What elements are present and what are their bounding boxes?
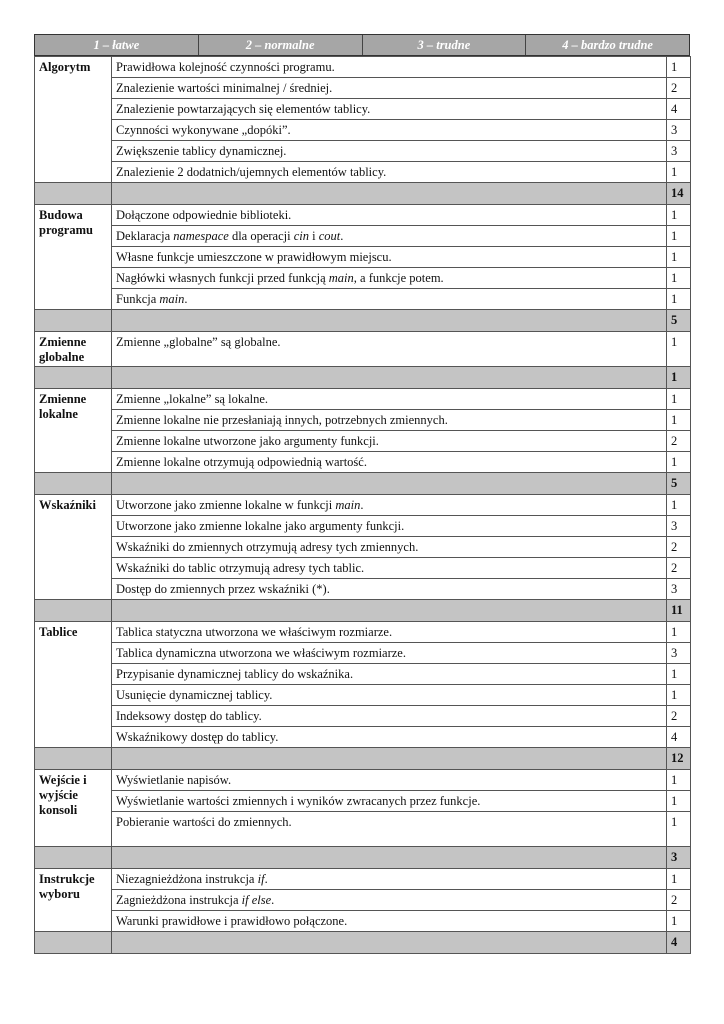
criterion-text: Własne funkcje umieszczone w prawidłowym miejscu. [112,247,667,268]
text-fragment: . [264,871,268,886]
points-value: 1 [667,226,691,247]
criteria-row [35,57,691,78]
criteria-row [35,495,691,516]
criteria-row [35,99,691,120]
criteria-row [35,205,691,226]
empty-cell [35,310,112,332]
empty-cell [112,748,667,770]
points-value: 1 [667,162,691,183]
criterion-text: Zmienne lokalne nie przesłaniają innych, potrzebnych zmiennych. [112,410,667,431]
criteria-row [35,268,691,289]
code-keyword: main [159,291,185,306]
criteria-row [35,812,691,847]
criterion-text: Zwiększenie tablicy dynamicznej. [112,141,667,162]
points-value: 1 [667,452,691,473]
criterion-text: Utworzone jako zmienne lokalne jako argumenty funkcji. [112,516,667,537]
text-fragment: . [340,228,344,243]
text-fragment: Utworzone jako zmienne lokalne w funkcji [116,497,336,512]
criterion-text: Czynności wykonywane „dopóki”. [112,120,667,141]
criterion-text: Znalezienie 2 dodatnich/ujemnych elementów tablicy. [112,162,667,183]
empty-cell [112,932,667,954]
criterion-text [112,289,667,310]
points-value: 1 [667,869,691,890]
points-value: 2 [667,431,691,452]
criteria-row [35,162,691,183]
criterion-text: Dostęp do zmiennych przez wskaźniki (*). [112,579,667,600]
code-keyword: cout [318,228,341,243]
points-value: 2 [667,537,691,558]
category-label: Wskaźniki [35,495,112,600]
empty-cell [35,600,112,622]
points-value: 4 [667,727,691,748]
points-value: 1 [667,911,691,932]
points-value: 1 [667,812,691,847]
code-keyword: if [257,871,265,886]
criteria-row [35,431,691,452]
criterion-text: Znalezienie wartości minimalnej / średniej. [112,78,667,99]
code-keyword: cin [293,228,309,243]
criterion-text: Wskaźnikowy dostęp do tablicy. [112,727,667,748]
criteria-row [35,890,691,911]
empty-cell [35,847,112,869]
criterion-text [112,226,667,247]
code-keyword: main [335,497,361,512]
criteria-row [35,289,691,310]
section-total: 11 [667,600,691,622]
points-value: 1 [667,389,691,410]
empty-cell [35,932,112,954]
criterion-text [112,890,667,911]
criteria-row [35,332,691,367]
criterion-text: Warunki prawidłowe i prawidłowo połączone. [112,911,667,932]
criteria-row [35,247,691,268]
category-label: Budowa programu [35,205,112,310]
section-total-row [35,847,691,869]
points-value: 2 [667,706,691,727]
criterion-text: Przypisanie dynamicznej tablicy do wskaźnika. [112,664,667,685]
code-keyword: namespace [173,228,229,243]
criteria-row [35,452,691,473]
criterion-text: Pobieranie wartości do zmiennych. [112,812,667,847]
points-value: 1 [667,205,691,226]
text-fragment: dla operacji [228,228,294,243]
section-total-row [35,367,691,389]
section-total-row [35,310,691,332]
empty-cell [112,183,667,205]
category-label: Zmienne globalne [35,332,112,367]
category-label: Wejście i wyjście konsoli [35,770,112,847]
points-value: 1 [667,770,691,791]
empty-cell [35,748,112,770]
grading-table [34,56,691,954]
section-total-row [35,600,691,622]
points-value: 3 [667,579,691,600]
criterion-text: Tablica dynamiczna utworzona we właściwym rozmiarze. [112,643,667,664]
legend-easy: 1 – łatwe [93,38,140,52]
points-value: 3 [667,120,691,141]
criterion-text: Wyświetlanie wartości zmiennych i wyników zwracanych przez funkcje. [112,791,667,812]
criterion-text: Indeksowy dostęp do tablicy. [112,706,667,727]
criterion-text: Dołączone odpowiednie biblioteki. [112,205,667,226]
criterion-text: Zmienne „lokalne” są lokalne. [112,389,667,410]
legend-hard: 3 – trudne [362,35,526,55]
criteria-row [35,770,691,791]
category-label: Instrukcje wyboru [35,869,112,932]
section-total: 1 [667,367,691,389]
criterion-text: Wskaźniki do tablic otrzymują adresy tych tablic. [112,558,667,579]
criteria-row [35,869,691,890]
empty-cell [35,473,112,495]
points-value: 1 [667,495,691,516]
criteria-row [35,685,691,706]
criteria-row [35,537,691,558]
criteria-row [35,911,691,932]
criteria-row [35,226,691,247]
legend-normal: 2 – normalne [198,35,362,55]
section-total-row [35,748,691,770]
criteria-row [35,78,691,99]
points-value: 1 [667,289,691,310]
points-value: 1 [667,622,691,643]
criterion-text [112,869,667,890]
criterion-text: Wyświetlanie napisów. [112,770,667,791]
criteria-row [35,622,691,643]
empty-cell [112,600,667,622]
section-total: 5 [667,310,691,332]
section-total: 12 [667,748,691,770]
category-label: Tablice [35,622,112,748]
points-value: 2 [667,890,691,911]
text-fragment: . [360,497,364,512]
criteria-row [35,558,691,579]
criterion-text: Znalezienie powtarzających się elementów tablicy. [112,99,667,120]
criteria-row [35,120,691,141]
section-total-row [35,473,691,495]
points-value: 1 [667,685,691,706]
category-label: Algorytm [35,57,112,183]
criterion-text: Zmienne „globalne” są globalne. [112,332,667,367]
empty-cell [112,310,667,332]
points-value: 1 [667,410,691,431]
empty-cell [112,473,667,495]
points-value: 1 [667,664,691,685]
text-fragment: Nagłówki własnych funkcji przed funkcją [116,270,329,285]
text-fragment: , a funkcje potem. [353,270,444,285]
criteria-row [35,706,691,727]
criteria-row [35,727,691,748]
section-total: 3 [667,847,691,869]
points-value: 1 [667,332,691,367]
empty-cell [35,367,112,389]
criterion-text: Usunięcie dynamicznej tablicy. [112,685,667,706]
text-fragment: Deklaracja [116,228,174,243]
text-fragment: . [271,892,275,907]
empty-cell [112,367,667,389]
criterion-text [112,495,667,516]
text-fragment: Niezagnieżdżona instrukcja [116,871,258,886]
criteria-row [35,389,691,410]
text-fragment: i [309,228,319,243]
criterion-text: Zmienne lokalne utworzone jako argumenty funkcji. [112,431,667,452]
section-total-row [35,183,691,205]
section-total: 14 [667,183,691,205]
empty-cell [35,183,112,205]
points-value: 2 [667,78,691,99]
criterion-text: Wskaźniki do zmiennych otrzymują adresy tych zmiennych. [112,537,667,558]
points-value: 1 [667,268,691,289]
criterion-text: Tablica statyczna utworzona we właściwym rozmiarze. [112,622,667,643]
points-value: 1 [667,791,691,812]
text-fragment: Funkcja [116,291,160,306]
section-total-row [35,932,691,954]
section-total: 4 [667,932,691,954]
points-value: 2 [667,558,691,579]
code-keyword: if else [241,892,272,907]
category-label: Zmienne lokalne [35,389,112,473]
points-value: 1 [667,57,691,78]
criteria-row [35,664,691,685]
difficulty-legend [34,34,690,56]
criteria-row [35,410,691,431]
section-total: 5 [667,473,691,495]
criteria-row [35,516,691,537]
criteria-row [35,141,691,162]
points-value: 1 [667,247,691,268]
points-value: 3 [667,516,691,537]
text-fragment: Zagnieżdżona instrukcja [116,892,242,907]
code-keyword: main [328,270,354,285]
criteria-row [35,579,691,600]
criteria-row [35,791,691,812]
text-fragment: . [184,291,188,306]
criterion-text: Zmienne lokalne otrzymują odpowiednią wartość. [112,452,667,473]
empty-cell [112,847,667,869]
criteria-row [35,643,691,664]
points-value: 4 [667,99,691,120]
criterion-text: Prawidłowa kolejność czynności programu. [112,57,667,78]
points-value: 3 [667,141,691,162]
criterion-text [112,268,667,289]
legend-very-hard: 4 – bardzo trudne [525,35,689,55]
points-value: 3 [667,643,691,664]
